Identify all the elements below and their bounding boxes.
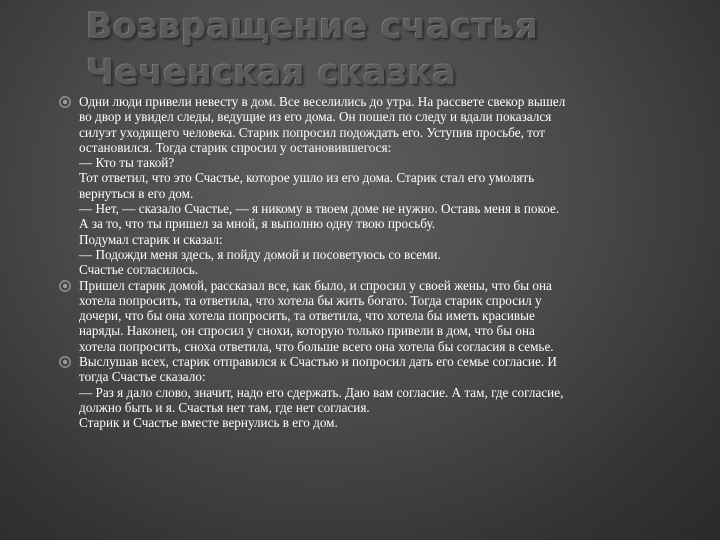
paragraph-line: Подумал старик и сказал: [79,231,223,247]
paragraph-line: остановился. Тогда старик спросил у остановившегося: [79,139,392,155]
paragraph-line: хотела попросить, сноха ответила, что больше всего она хотела бы согласия в семье. [79,338,554,354]
circle-bullet-icon [58,279,72,293]
paragraph-line: дочери, что бы она хотела попросить, та ответила, что хотела бы иметь красивые [79,308,535,324]
paragraph-line: Одни люди привели невесту в дом. Все веселились до утра. На рассвете свекор вышел [79,94,566,109]
circle-bullet-icon [58,355,72,369]
title-line: Возвращение счастья [86,7,539,47]
bullet-item [58,278,698,354]
paragraph-line: должно быть и я. Счастья нет там, где нет согласия. [79,399,370,415]
title-line: Чеченская сказка [86,53,457,93]
paragraph-line: тогда Счастье сказало: [79,369,206,385]
bullet-item [58,94,698,278]
bullet-item [58,354,698,430]
slide-title [86,4,538,96]
paragraph-line: — Раз я дало слово, значит, надо его сдержать. Даю вам согласие. А там, где согласие, [79,384,564,400]
paragraph-line: Старик и Счастье вместе вернулись в его дом. [79,415,338,431]
paragraph-line: Тот ответил, что это Счастье, которое ушло из его дома. Старик стал его умолять [79,170,535,186]
paragraph-line: силуэт уходящего человека. Старик попросил подождать его. Уступив просьбе, тот [79,124,545,140]
bullet-list [58,94,698,431]
paragraph-line: хотела попросить, та ответила, что хотела бы жить богато. Тогда старик спросил у [79,292,542,308]
paragraph-line: вернуться в его дом. [79,185,194,201]
paragraph-line: — Подожди меня здесь, я пойду домой и посоветуюсь со всеми. [79,246,441,262]
paragraph-line: Счастье согласилось. [79,262,199,278]
paragraph-line: во двор и увидел следы, ведущие из его дома. Он пошел по следу и вдали показался [79,109,552,125]
paragraph-line: Выслушав всех, старик отправился к Счастью и попросил дать его семье согласие. И [79,354,557,370]
paragraph-line: — Нет, — сказало Счастье, — я никому в твоем доме не нужно. Оставь меня в покое. [79,201,560,217]
paragraph-line: наряды. Наконец, он спросил у снохи, которую только привели в дом, что бы она [79,323,535,339]
paragraph-line: Пришел старик домой, рассказал все, как было, и спросил у своей жены, что бы она [79,277,552,293]
paragraph-line: А за то, что ты пришел за мной, я выполню одну твою просьбу. [79,216,436,232]
circle-bullet-icon [58,95,72,109]
paragraph-line: — Кто ты такой? [79,155,175,171]
